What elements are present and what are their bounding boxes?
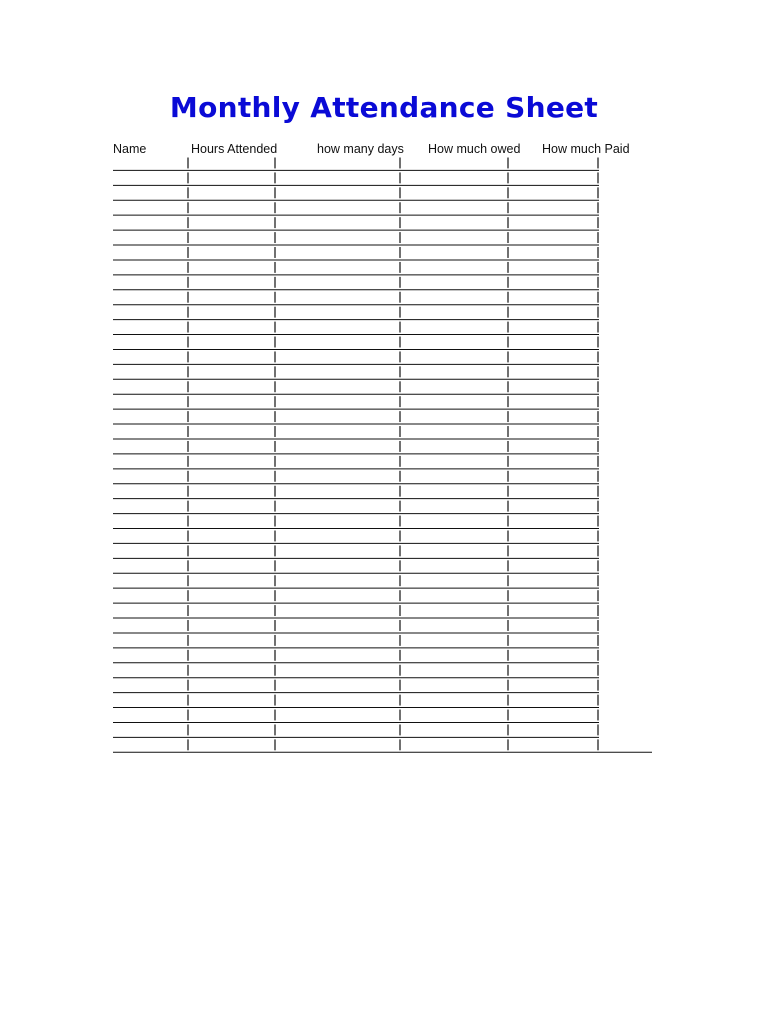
column-header-how-many-days: how many days bbox=[317, 142, 404, 156]
column-header-hours-attended: Hours Attended bbox=[191, 142, 278, 156]
page-title: Monthly Attendance Sheet bbox=[169, 91, 599, 124]
column-header-how-much-owed: How much owed bbox=[428, 142, 521, 156]
column-header-how-much-paid: How much Paid bbox=[542, 142, 630, 156]
column-header-name: Name bbox=[113, 142, 147, 156]
